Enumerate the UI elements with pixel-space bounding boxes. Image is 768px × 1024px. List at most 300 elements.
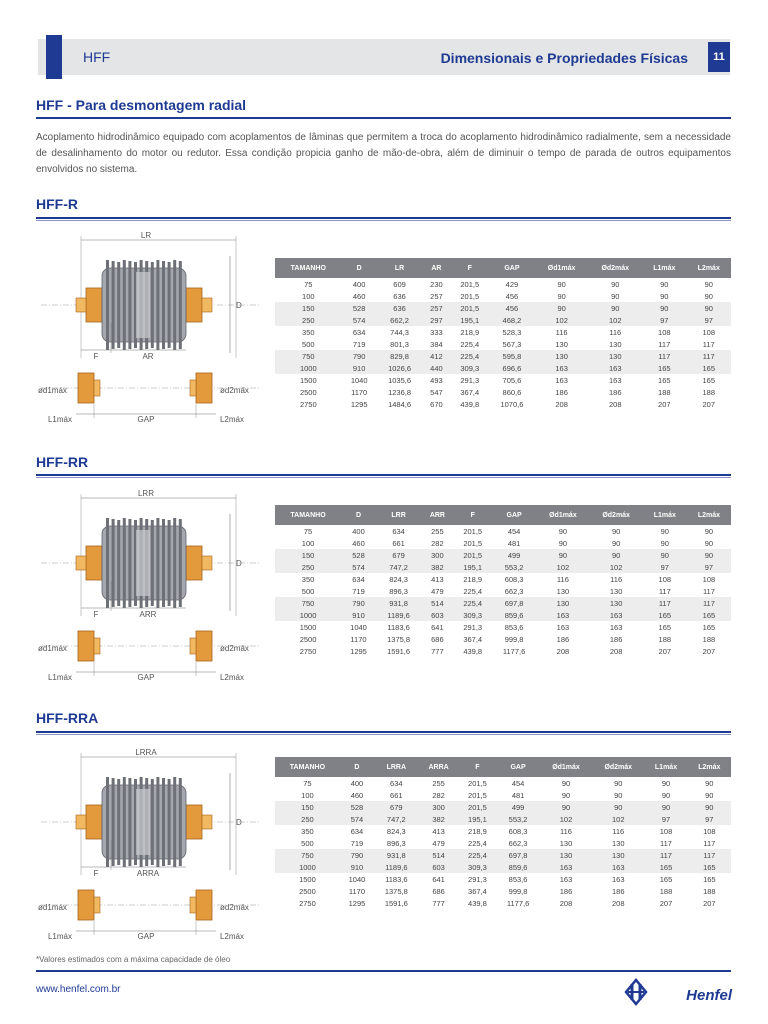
table-cell: 201,5 [463, 538, 483, 548]
gap-dimension-label: GAP [137, 415, 155, 424]
table-cell: 1295 [350, 646, 367, 656]
table-cell: 297 [422, 314, 450, 326]
table-cell: 679 [374, 801, 419, 813]
table-cell: 696,6 [489, 362, 535, 374]
table-cell: 100 [301, 538, 315, 548]
table-cell: 208 [609, 646, 623, 656]
table-row [275, 645, 731, 657]
table-cell: 117 [687, 350, 732, 362]
table-cell: 291,3 [463, 622, 483, 632]
l2-dimension-label: L2máx [219, 673, 245, 682]
table-cell: 999,8 [508, 886, 528, 896]
table-cell: 207 [658, 399, 671, 409]
table-cell: 547 [430, 387, 443, 397]
table-cell: 90 [611, 526, 621, 536]
table-cell: 309,3 [459, 861, 497, 873]
table-cell: 1026,6 [377, 362, 423, 374]
table-cell: 90 [644, 801, 687, 813]
l1-dimension-label: L1máx [47, 932, 73, 941]
table-cell: 400 [352, 526, 365, 536]
table-row [275, 813, 731, 825]
table-cell: 291,3 [460, 375, 480, 385]
table-cell: 90 [535, 302, 589, 314]
column-header: AR [422, 258, 450, 278]
table-cell: 90 [705, 778, 714, 788]
column-header: Ød2máx [592, 757, 644, 777]
table-cell: 130 [588, 350, 642, 362]
left-hub [86, 288, 102, 322]
table-cell: 117 [644, 849, 687, 861]
table-cell: 2750 [299, 399, 317, 409]
table-cell: 382 [421, 561, 453, 573]
table-cell: 102 [588, 314, 642, 326]
table-cell: 186 [559, 886, 573, 896]
column-header: F [459, 757, 497, 777]
table-cell: 553,2 [492, 561, 536, 573]
table-cell: 150 [275, 302, 342, 314]
table-cell: 116 [560, 826, 572, 836]
column-header: GAP [496, 757, 540, 777]
table-cell: 595,8 [489, 350, 535, 362]
table-cell: 2750 [299, 646, 317, 656]
table-cell: 130 [556, 586, 570, 596]
table-cell: 350 [301, 826, 314, 836]
od2-dimension-label: ød2máx [220, 903, 249, 912]
table-cell: 218,9 [460, 327, 480, 337]
section-title-hff-r: HFF-R [36, 196, 78, 212]
table-cell: 207 [658, 646, 672, 656]
table-cell: 195,1 [450, 314, 489, 326]
table-cell: 603 [419, 861, 459, 873]
table-cell: 2500 [299, 886, 316, 896]
l2-dimension-label: L2máx [219, 932, 245, 941]
table-cell: 481 [511, 790, 525, 800]
column-header: ARR [421, 505, 453, 525]
table-row [275, 585, 731, 597]
section-rule-thin-hff-rra [36, 734, 731, 735]
table-cell: 90 [614, 778, 623, 788]
table-cell: 97 [687, 314, 732, 326]
right-shaft-hub [196, 373, 212, 403]
table-cell: 163 [592, 861, 644, 873]
table-row [275, 561, 731, 573]
column-header: D [342, 258, 377, 278]
table-cell: 90 [611, 538, 621, 548]
length-dimension-label: LR [140, 231, 152, 240]
table-cell: 860,6 [502, 387, 522, 397]
table-cell: 201,5 [454, 549, 492, 561]
table-cell: 90 [704, 279, 713, 289]
table-cell: 201,5 [468, 790, 487, 800]
table-cell: 1040 [348, 874, 366, 884]
section-rule-thin-hff-r [36, 220, 731, 221]
table-cell: 1591,6 [384, 898, 408, 908]
table-cell: 90 [540, 801, 592, 813]
table-cell: 853,6 [508, 874, 528, 884]
table-cell: 896,3 [389, 586, 408, 596]
table-cell: 108 [702, 574, 716, 584]
table-cell: 207 [703, 898, 716, 908]
table-cell: 1000 [275, 362, 342, 374]
column-header: L1máx [642, 258, 686, 278]
table-cell: 207 [702, 399, 715, 409]
intro-paragraph: Acoplamento hidrodinâmico equipado com acoplamentos de lâminas que permitem a troca do acoplamento hidrodinâmico radialmente, sem a necessidade de desalinhamento do motor ou redutor. Essa condição propicia ganho de mão-de-obra, além de diminuir o tempo de parada de outros equipamentos envolvidos no sistema. [36, 132, 731, 175]
column-header: F [450, 258, 489, 278]
od2-dimension-label: ød2máx [220, 644, 249, 653]
table-cell: 117 [660, 838, 672, 848]
table-cell: 90 [558, 526, 568, 536]
table-row [275, 597, 731, 609]
table-cell: 777 [431, 646, 444, 656]
table-cell: 165 [644, 861, 687, 873]
table-cell: 910 [340, 861, 374, 873]
table-cell: 90 [611, 279, 620, 289]
table-cell: 282 [431, 538, 444, 548]
table-cell: 567,3 [502, 339, 522, 349]
column-header: LRRA [374, 757, 419, 777]
table-cell: 163 [535, 362, 589, 374]
table-row [275, 290, 731, 302]
table-cell: 500 [302, 339, 315, 349]
table-cell: 719 [352, 586, 365, 596]
table-cell: 662,3 [504, 586, 524, 596]
table-cell: 117 [703, 838, 716, 848]
table-cell: 1040 [350, 622, 367, 632]
table-cell: 130 [536, 597, 589, 609]
table-cell: 670 [430, 399, 443, 409]
table-row [275, 873, 731, 885]
table-cell: 853,6 [504, 622, 524, 632]
table-cell: 2500 [299, 634, 317, 644]
header-left-title: HFF [83, 49, 111, 65]
table-cell: 686 [431, 634, 444, 644]
table-cell: 608,3 [504, 574, 524, 584]
table-cell: 608,3 [508, 826, 528, 836]
table-cell: 165 [702, 622, 716, 632]
table-cell: 1236,8 [388, 387, 412, 397]
table-cell: 499 [492, 549, 536, 561]
table-cell: 439,8 [463, 646, 483, 656]
table-cell: 90 [661, 790, 671, 800]
table-row [275, 398, 731, 410]
column-header: Ød1máx [535, 258, 589, 278]
table-cell: 195,1 [459, 813, 497, 825]
table-cell: 250 [275, 813, 340, 825]
diagram-hff-rr [36, 486, 266, 686]
table-cell: 90 [704, 538, 714, 548]
table-cell: 201,5 [460, 279, 480, 289]
main-title-rule [36, 117, 731, 119]
table-cell: 130 [540, 849, 592, 861]
table-cell: 574 [341, 561, 376, 573]
table-cell: 90 [588, 302, 642, 314]
table-cell: 75 [303, 526, 313, 536]
table-cell: 553,2 [496, 813, 540, 825]
table-cell: 218,9 [463, 574, 483, 584]
column-header: Ød1máx [540, 757, 592, 777]
a-dimension-label: ARRA [136, 869, 160, 878]
left-shaft-hub [78, 890, 94, 920]
table-cell: 350 [301, 574, 315, 584]
table-cell: 116 [612, 826, 625, 836]
table-cell: 750 [275, 849, 340, 861]
table-cell: 108 [658, 327, 671, 337]
table-cell: 747,2 [374, 813, 419, 825]
column-header: Ød1máx [536, 505, 589, 525]
table-cell: 777 [432, 898, 445, 908]
table-cell: 719 [352, 339, 366, 349]
table-cell: 90 [704, 291, 713, 301]
column-header: D [341, 505, 376, 525]
right-hub [186, 288, 202, 322]
table-cell: 163 [536, 609, 589, 621]
f-dimension-label: F [93, 352, 99, 361]
table-cell: 188 [703, 886, 716, 896]
table-cell: 163 [611, 874, 625, 884]
table-cell: 400 [352, 279, 366, 289]
table-cell: 255 [432, 778, 445, 788]
table-cell: 117 [658, 339, 671, 349]
table-cell: 108 [659, 826, 673, 836]
column-header: Ød2máx [588, 258, 642, 278]
table-cell: 201,5 [459, 801, 497, 813]
table-cell: 117 [687, 597, 731, 609]
column-header: L1máx [644, 757, 687, 777]
table-row [275, 537, 731, 549]
table-cell: 750 [275, 597, 341, 609]
diameter-dimension-label: D [236, 559, 242, 568]
table-cell: 186 [611, 886, 625, 896]
table-cell: 208 [556, 646, 570, 656]
table-cell: 90 [660, 291, 669, 301]
table-cell: 257 [430, 291, 443, 301]
table-cell: 801,3 [390, 339, 409, 349]
left-hub [86, 546, 102, 580]
table-cell: 634 [390, 778, 403, 788]
column-header: L2máx [687, 258, 732, 278]
column-header: TAMANHO [275, 505, 341, 525]
table-cell: 603 [421, 609, 453, 621]
table-cell: 100 [302, 291, 315, 301]
table-row [275, 621, 731, 633]
table-cell: 350 [302, 327, 315, 337]
section-rule-thin-hff-rr [36, 477, 731, 478]
table-cell: 165 [658, 375, 671, 385]
table-cell: 165 [702, 375, 715, 385]
table-cell: 230 [430, 279, 443, 289]
table-cell: 309,3 [454, 609, 492, 621]
table-cell: 439,8 [460, 399, 480, 409]
table-cell: 1484,6 [388, 399, 412, 409]
coupling-drawing [36, 486, 266, 686]
table-cell: 300 [419, 801, 459, 813]
table-cell: 574 [342, 314, 377, 326]
table-cell: 931,8 [376, 597, 421, 609]
table-cell: 90 [687, 549, 731, 561]
table-cell: 163 [555, 375, 568, 385]
table-cell: 456 [505, 291, 519, 301]
table-cell: 1375,8 [387, 634, 411, 644]
table-cell: 90 [688, 801, 731, 813]
column-header: F [454, 505, 492, 525]
table-cell: 117 [658, 586, 671, 596]
table-cell: 1189,6 [376, 609, 421, 621]
od2-dimension-label: ød2máx [220, 386, 249, 395]
table-cell: 130 [535, 350, 589, 362]
table-cell: 130 [555, 339, 568, 349]
table-cell: 90 [705, 790, 714, 800]
table-cell: 1183,6 [385, 874, 408, 884]
column-header: GAP [489, 258, 535, 278]
table-cell: 97 [644, 813, 687, 825]
table-cell: 1177,6 [506, 898, 530, 908]
table-cell: 413 [431, 574, 444, 584]
table-cell: 116 [555, 327, 568, 337]
table-cell: 1295 [350, 399, 368, 409]
table-cell: 186 [555, 387, 568, 397]
table-cell: 2500 [299, 387, 317, 397]
a-dimension-label: ARR [139, 610, 157, 619]
table-cell: 429 [505, 279, 519, 289]
table-cell: 186 [556, 634, 570, 644]
table-row [275, 278, 731, 290]
table-cell: 201,5 [463, 526, 483, 536]
table-cell: 634 [350, 826, 364, 836]
table-cell: 2750 [299, 898, 316, 908]
column-header: TAMANHO [275, 757, 340, 777]
table-cell: 75 [303, 778, 312, 788]
table-row [275, 861, 731, 873]
right-hub [186, 546, 202, 580]
table-cell: 636 [393, 291, 406, 301]
gap-dimension-label: GAP [137, 673, 155, 682]
table-cell: 300 [421, 549, 453, 561]
table-row [275, 801, 731, 813]
table-cell: 188 [659, 886, 673, 896]
table-cell: 108 [658, 574, 672, 584]
table-cell: 102 [590, 561, 643, 573]
table-cell: 188 [702, 634, 716, 644]
table-row [275, 609, 731, 621]
column-header: LR [377, 258, 423, 278]
table-cell: 130 [609, 586, 623, 596]
footer-url-link[interactable]: www.henfel.com.br [36, 984, 121, 995]
gap-dimension-label: GAP [137, 932, 155, 941]
column-header: GAP [492, 505, 536, 525]
table-cell: 116 [556, 574, 569, 584]
a-dimension-label: AR [142, 352, 154, 361]
table-cell: 225,4 [468, 838, 487, 848]
table-row [275, 374, 731, 386]
table-cell: 634 [352, 574, 365, 584]
table-cell: 661 [390, 790, 403, 800]
table-cell: 790 [342, 350, 377, 362]
spec-table-hff-r [275, 258, 731, 410]
table-cell: 1295 [348, 898, 366, 908]
table-row [275, 897, 731, 909]
table-cell: 460 [352, 291, 366, 301]
table-cell: 163 [590, 609, 643, 621]
table-cell: 102 [592, 813, 644, 825]
table-cell: 412 [422, 350, 450, 362]
table-cell: 440 [422, 362, 450, 374]
table-cell: 634 [352, 327, 366, 337]
table-cell: 90 [557, 279, 566, 289]
table-cell: 75 [304, 279, 313, 289]
table-cell: 1035,6 [388, 375, 412, 385]
table-cell: 514 [419, 849, 459, 861]
table-cell: 1000 [275, 861, 340, 873]
table-cell: 750 [275, 350, 342, 362]
table-cell: 1183,6 [387, 622, 410, 632]
table-cell: 97 [687, 561, 731, 573]
table-cell: 188 [702, 387, 715, 397]
length-dimension-label: LRRA [135, 748, 157, 757]
table-cell: 460 [352, 538, 365, 548]
left-hub [86, 805, 102, 839]
table-cell: 90 [660, 538, 669, 548]
table-cell: 195,1 [454, 561, 492, 573]
table-cell: 282 [432, 790, 445, 800]
table-cell: 130 [590, 597, 643, 609]
table-cell: 117 [702, 586, 715, 596]
diameter-dimension-label: D [236, 301, 242, 310]
table-cell: 116 [610, 574, 623, 584]
table-cell: 90 [660, 279, 669, 289]
table-cell: 641 [432, 874, 445, 884]
table-cell: 697,8 [492, 597, 536, 609]
table-cell: 100 [301, 790, 314, 800]
table-cell: 90 [660, 526, 669, 536]
table-cell: 163 [559, 874, 573, 884]
table-cell: 163 [588, 362, 642, 374]
table-cell: 705,6 [502, 375, 522, 385]
table-cell: 90 [561, 790, 571, 800]
table-cell: 1500 [299, 375, 317, 385]
table-cell: 163 [609, 622, 623, 632]
table-cell: 116 [609, 327, 622, 337]
table-cell: 1375,8 [384, 886, 408, 896]
table-cell: 130 [609, 339, 622, 349]
table-cell: 686 [432, 886, 445, 896]
table-cell: 201,5 [460, 291, 480, 301]
table-cell: 188 [658, 634, 672, 644]
table-cell: 130 [592, 849, 644, 861]
table-cell: 188 [658, 387, 671, 397]
table-cell: 1177,6 [502, 646, 526, 656]
column-header: L2máx [688, 757, 731, 777]
l1-dimension-label: L1máx [47, 415, 73, 424]
table-cell: 163 [556, 622, 570, 632]
table-cell: 250 [275, 314, 342, 326]
table-row [275, 302, 731, 314]
table-row [275, 837, 731, 849]
table-cell: 117 [643, 597, 687, 609]
coupling-body [102, 777, 186, 867]
table-cell: 117 [702, 339, 715, 349]
table-cell: 90 [590, 549, 643, 561]
table-row [275, 314, 731, 326]
column-header: ARRA [419, 757, 459, 777]
table-cell: 1500 [299, 874, 316, 884]
table-cell: 165 [687, 609, 731, 621]
table-cell: 1040 [350, 375, 368, 385]
column-header: L2máx [687, 505, 731, 525]
coupling-drawing [36, 228, 266, 428]
column-header: TAMANHO [275, 258, 342, 278]
table-cell: 528 [340, 801, 374, 813]
table-cell: 468,2 [489, 314, 535, 326]
